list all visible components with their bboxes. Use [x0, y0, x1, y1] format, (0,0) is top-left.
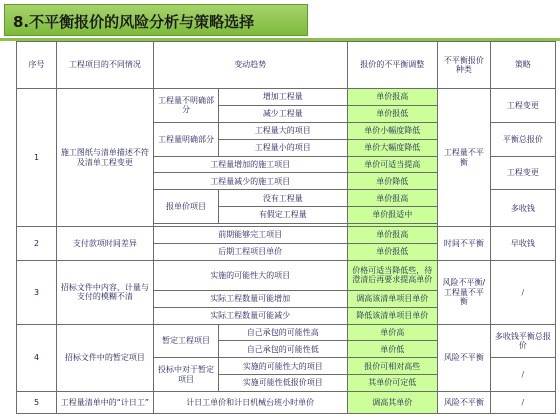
row4-situation: 招标文件中的暂定项目 — [57, 324, 154, 392]
row1-situation: 施工图纸与清单描述不符及清单工程变更 — [57, 89, 154, 227]
row1-trend: 增加工程量 — [219, 89, 347, 106]
row3-type: 风险不平衡/工程量不平衡 — [438, 260, 491, 324]
row1-group5: 报单价项目 — [153, 190, 218, 224]
row4-trend: 自己承包的可能性高 — [219, 324, 347, 341]
table-row — [17, 324, 556, 341]
row2-trend: 前期能够完工项目 — [153, 227, 347, 244]
row3-adjust: 调高该清单项目单价 — [347, 290, 438, 307]
row4-type: 风险不平衡 — [438, 324, 491, 392]
row1-adjust: 单价报低 — [347, 105, 438, 122]
row4-trend: 实施可能性低报价项目 — [219, 375, 347, 392]
row4-adjust: 单价低 — [347, 341, 438, 358]
row1-trend: 工程量小的项目 — [219, 139, 347, 156]
row2-type: 时间不平衡 — [438, 227, 491, 261]
row1-adjust: 单价大幅度降低 — [347, 139, 438, 156]
table-row — [17, 89, 556, 106]
risk-analysis-table — [16, 41, 556, 414]
row1-type: 工程量不平衡 — [438, 89, 491, 227]
header-strategy: 策略 — [490, 42, 555, 89]
row3-situation: 招标文件中内容、计量与支付的模糊不清 — [57, 260, 154, 324]
page-title: 8.不平衡报价的风险分析与策略选择 — [13, 13, 255, 31]
header-type: 不平衡报价种类 — [438, 42, 491, 89]
row3-trend: 实际工程数量可能增加 — [153, 290, 347, 307]
row4-adjust: 报价可相对高些 — [347, 358, 438, 375]
row1-adjust: 单价可适当提高 — [347, 156, 438, 173]
header-adjustment: 报价的不平衡调整 — [347, 42, 438, 89]
row1-trend: 没有工程量 — [219, 190, 347, 207]
row4-strategy: / — [490, 358, 555, 392]
row1-trend: 减少工程量 — [219, 105, 347, 122]
row3-strategy: / — [490, 260, 555, 324]
row2-trend: 后期工程项目单价 — [153, 243, 347, 260]
header-no: 序号 — [17, 42, 57, 89]
row3-trend: 实施的可能性大的项目 — [153, 260, 347, 290]
header-situation: 工程项目的不同情况 — [57, 42, 154, 89]
table-row — [17, 260, 556, 290]
row4-adjust: 单价高 — [347, 324, 438, 341]
row1-group2: 工程量明确部分 — [153, 122, 218, 156]
row1-adjust: 单价降低 — [347, 173, 438, 190]
row5-strategy: / — [490, 392, 555, 414]
row2-adjust: 单价报低 — [347, 243, 438, 260]
row4-group1: 暂定工程项目 — [153, 324, 218, 358]
row1-adjust: 单价报适中 — [347, 207, 438, 224]
row5-adjust: 调高其单价 — [347, 392, 438, 414]
row3-trend: 实际工程数量可能减少 — [153, 307, 347, 324]
row1-group1: 工程量不明确部分 — [153, 89, 218, 123]
row1-adjust: 单价报高 — [347, 190, 438, 207]
title-banner — [4, 4, 308, 36]
header-trend: 变动趋势 — [153, 42, 347, 89]
row3-adjust: 降低该清单项目单价 — [347, 307, 438, 324]
row4-adjust: 其单价可定低 — [347, 375, 438, 392]
row5-no: 5 — [17, 392, 57, 414]
row5-trend: 计日工单价和计日机械台班小时单价 — [153, 392, 347, 414]
row2-adjust: 单价报高 — [347, 227, 438, 244]
row4-trend: 自己承包的可能性低 — [219, 341, 347, 358]
row4-trend: 实施的可能性大的项目 — [219, 358, 347, 375]
row2-no: 2 — [17, 227, 57, 261]
row3-adjust: 价格可适当降低些，待澄清后再要求提高单价 — [347, 260, 438, 290]
row1-strategy: 多收钱 — [490, 190, 555, 227]
row1-no: 1 — [17, 89, 57, 227]
row4-no: 4 — [17, 324, 57, 392]
row2-situation: 支付款项时间差异 — [57, 227, 154, 261]
row3-no: 3 — [17, 260, 57, 324]
row1-strategy: 平衡总报价 — [490, 122, 555, 156]
row5-type: 风险不平衡 — [438, 392, 491, 414]
row1-trend: 有假定工程量 — [219, 207, 347, 224]
row5-situation: 工程量清单中的“计日工” — [57, 392, 154, 414]
row1-trend: 工程量减少的施工项目 — [153, 173, 347, 190]
row1-trend: 工程量增加的施工项目 — [153, 156, 347, 173]
header-row — [17, 42, 556, 89]
row1-adjust: 单价报高 — [347, 89, 438, 106]
row2-strategy: 早收钱 — [490, 227, 555, 261]
row1-strategy: 工程变更 — [490, 89, 555, 123]
table-row — [17, 392, 556, 414]
row1-adjust: 单价小幅度降低 — [347, 122, 438, 139]
table-row — [17, 227, 556, 244]
row1-strategy: 工程变更 — [490, 156, 555, 190]
row4-group2: 投标中对于暂定项目 — [153, 358, 218, 392]
row1-trend: 工程量大的项目 — [219, 122, 347, 139]
row4-strategy: 多收钱平衡总报价 — [490, 324, 555, 358]
